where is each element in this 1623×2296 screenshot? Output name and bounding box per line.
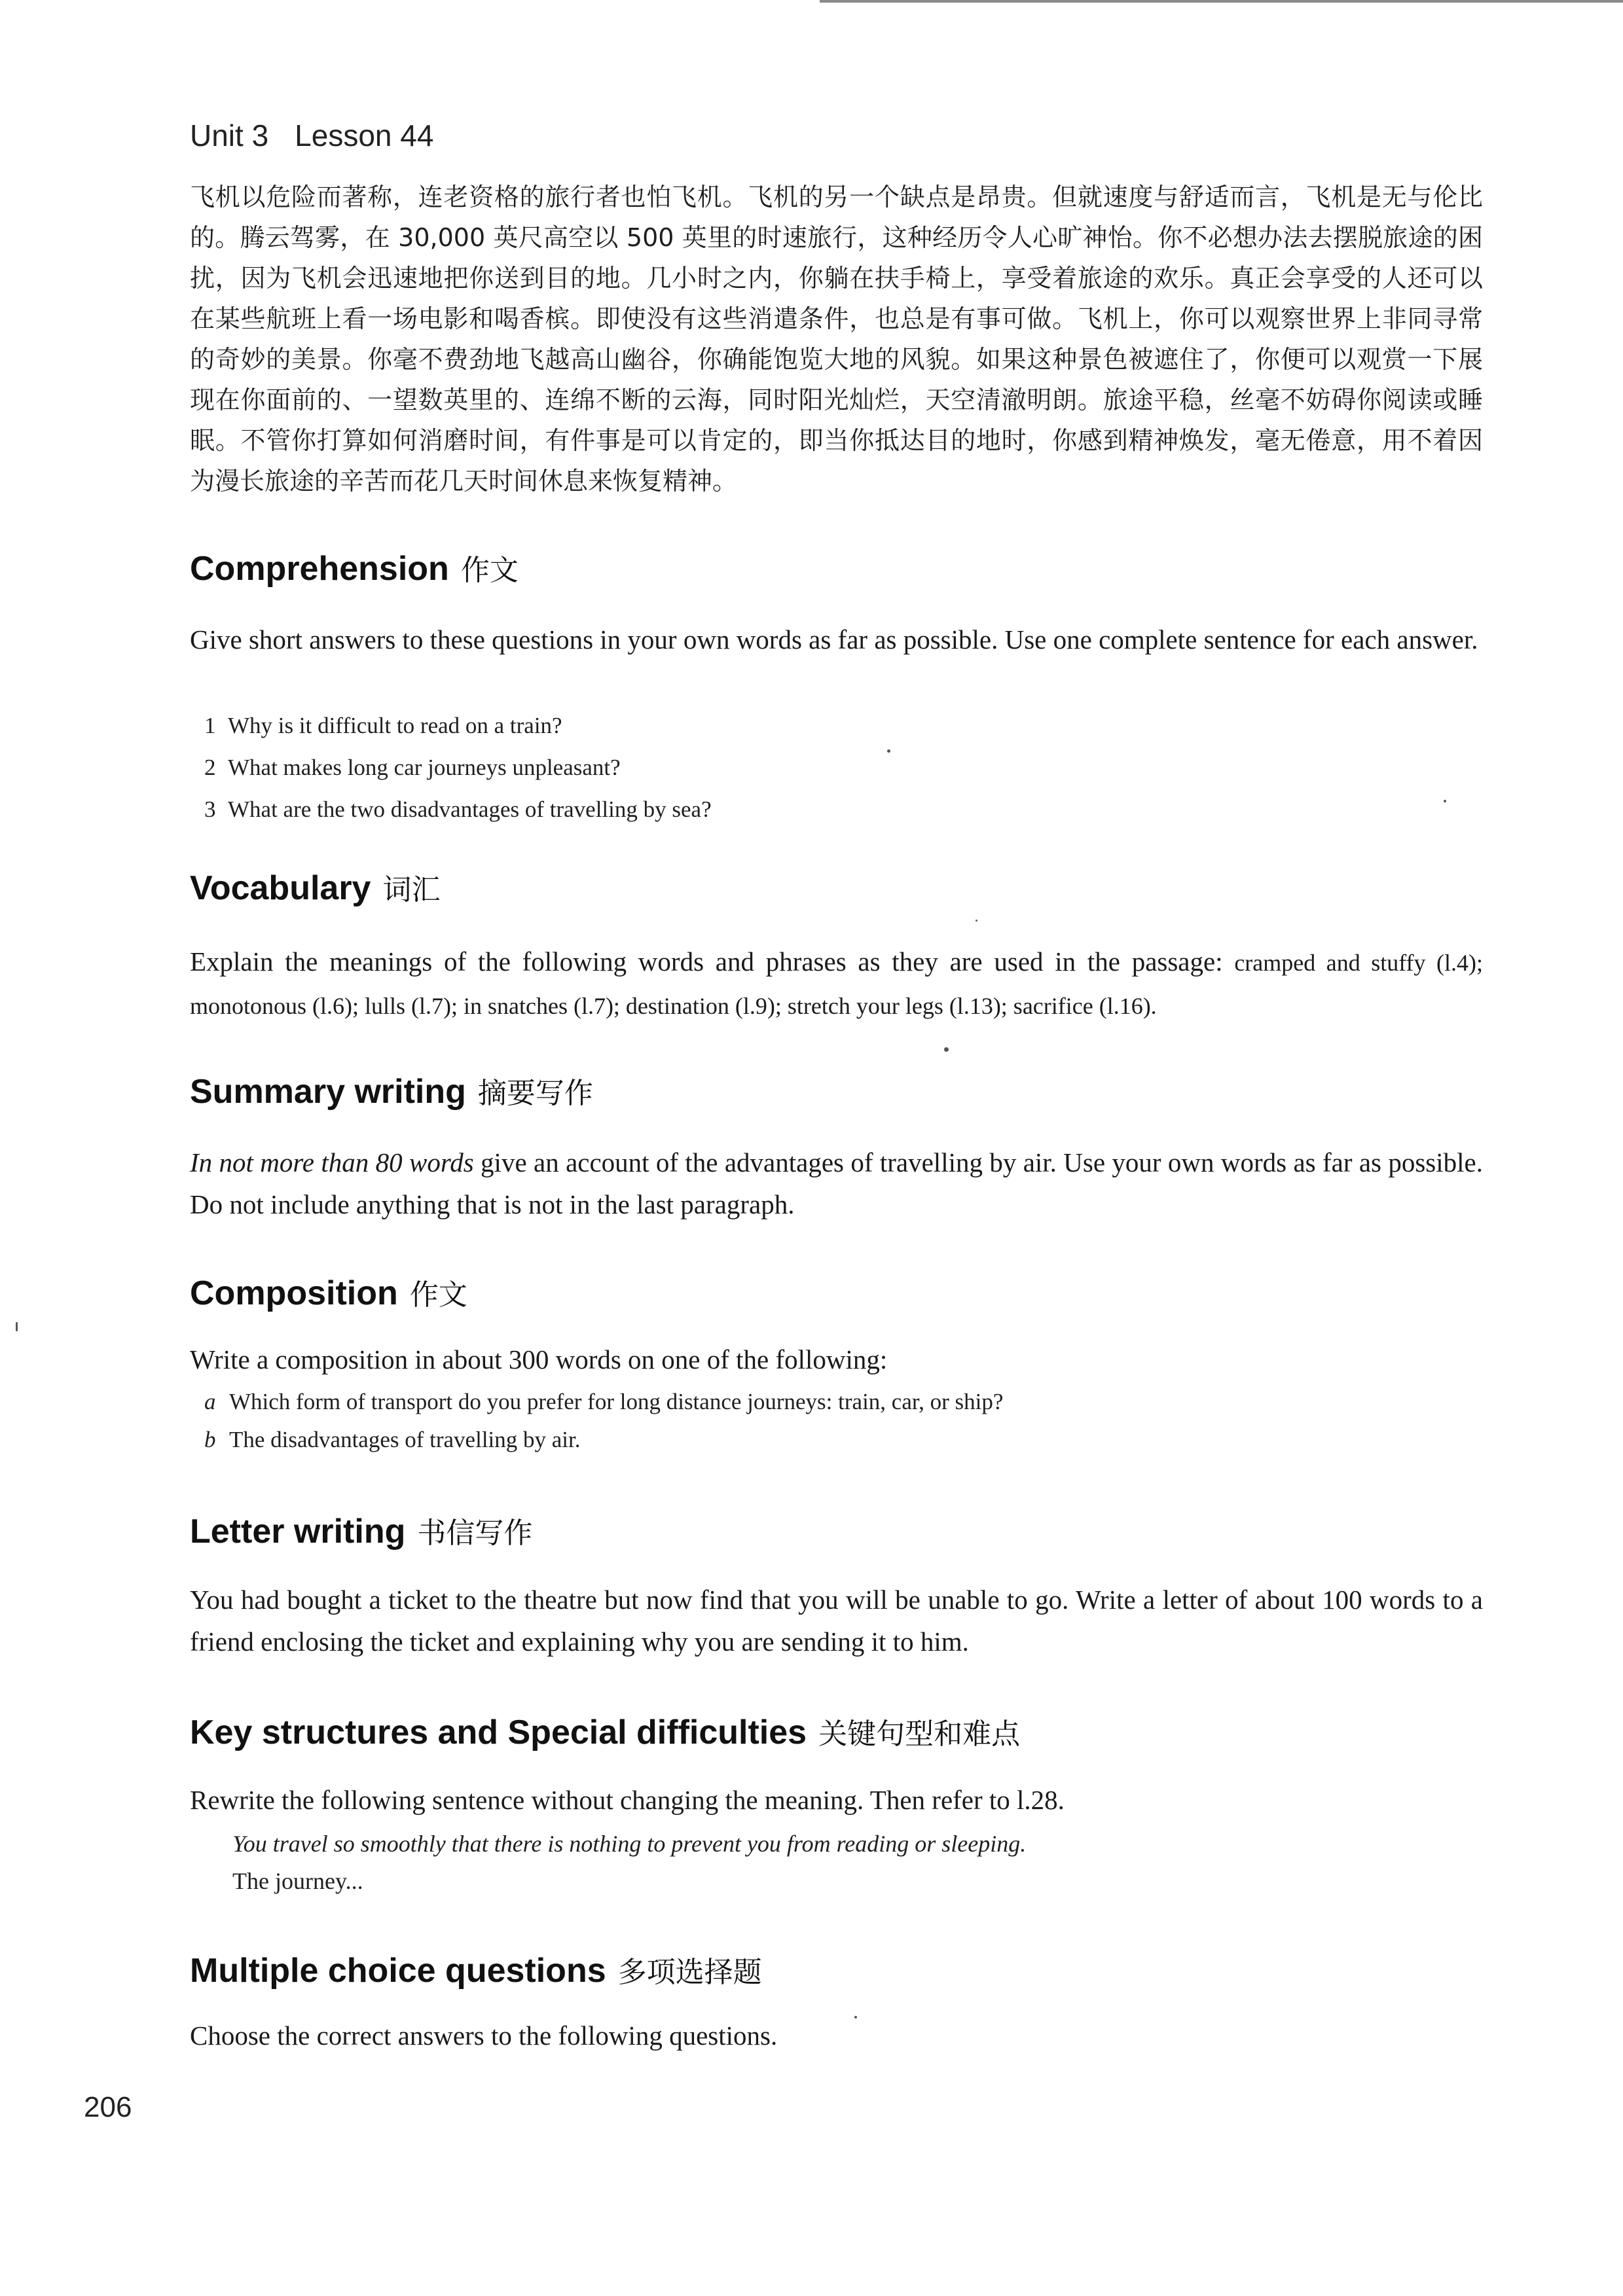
scan-speck [887,749,890,753]
summary-instruction [190,1141,1483,1225]
question-text: What makes long car journeys unpleasant? [228,755,621,780]
unit-lesson-header [190,118,433,153]
letter-title-zh: 书信写作 [417,1516,533,1550]
comprehension-heading [190,547,519,588]
letter-heading [190,1509,532,1551]
summary-heading [190,1069,593,1111]
option-text: Which form of transport do you prefer for long distance journeys: train, car, or ship? [229,1389,1004,1414]
question-number: 2 [204,755,216,780]
scan-speck [854,2016,857,2018]
question-number: 3 [204,797,216,822]
composition-title: Composition [190,1274,398,1312]
question-number: 1 [204,713,216,738]
composition-instruction: Write a composition in about 300 words on one of the following: [190,1344,888,1374]
lesson-label: Lesson 44 [295,118,434,152]
comprehension-title: Comprehension [190,550,449,588]
summary-title: Summary writing [190,1073,466,1111]
composition-title-zh: 作文 [409,1278,467,1312]
list-item [204,789,1481,831]
question-text: What are the two disadvantages of travelling by sea? [228,797,712,822]
vocabulary-terms: cramped and stuffy (l.4); monotonous (l.6); lulls (l.7); in snatches (l.7); destination (l.9); stretch your legs (l.13); sacrifice (l.16). [190,950,1483,1019]
list-item [204,1383,1481,1421]
option-letter: a [204,1389,216,1414]
summary-word-limit: In not more than 80 words [190,1147,474,1177]
list-item [204,1421,1481,1459]
scan-speck [1444,800,1446,802]
comprehension-questions [204,705,1481,831]
summary-title-zh: 摘要写作 [477,1077,593,1110]
multiple-choice-title-zh: 多项选择题 [617,1956,762,1989]
key-structures-heading [190,1710,1020,1752]
scan-speck [976,920,977,922]
list-item [204,747,1481,789]
option-letter: b [204,1427,216,1452]
summary-instruction-rest: give an account of the advantages of travelling by air. Use your own words as far as possible. Do not include anything that is not in the last paragraph. [190,1147,1483,1219]
key-structures-instruction: Rewrite the following sentence without changing the meaning. Then refer to l.28. [190,1785,1065,1815]
vocabulary-text [190,941,1483,1027]
option-text: The disadvantages of travelling by air. [229,1427,581,1452]
multiple-choice-heading [190,1948,762,1990]
key-structures-prompt: The journey... [232,1868,363,1894]
vocabulary-title: Vocabulary [190,869,371,907]
letter-instruction: You had bought a ticket to the theatre but now find that you will be unable to go. Write a letter of about 100 words to a friend enclosing the ticket and explaining why you are sending it to him. [190,1585,1483,1657]
page-number: 206 [84,2091,132,2123]
question-text: Why is it difficult to read on a train? [228,713,562,738]
vocabulary-heading [190,866,440,908]
key-structures-title-zh: 关键句型和难点 [818,1717,1021,1751]
composition-options [204,1383,1481,1459]
top-rule [820,0,1623,3]
comprehension-instruction: Give short answers to these questions in your own words as far as possible. Use one complete sentence for each answer. [190,624,1478,655]
composition-heading [190,1271,467,1313]
multiple-choice-title: Multiple choice questions [190,1952,606,1990]
multiple-choice-instruction: Choose the correct answers to the following questions. [190,2020,778,2051]
vocabulary-title-zh: 词汇 [382,873,441,906]
letter-title: Letter writing [190,1513,406,1551]
unit-label: Unit 3 [190,118,269,152]
comprehension-title-zh: 作文 [460,554,519,587]
chinese-translation-paragraph: 飞机以危险而著称，连老资格的旅行者也怕飞机。飞机的另一个缺点是昂贵。但就速度与舒适而言，飞机是无与伦比的。腾云驾雾，在 30,000 英尺高空以 500 英里的时速旅行，这种经历令人心旷神怡。你不必想办法去摆脱旅途的困扰，因为飞机会迅速地把你送到目的地。几小时之内，你躺在扶手椅上，享受着旅途的欢乐。真正会享受的人还可以在某些航班上看一场电影和喝香槟。即使没有这些消遣条件，也总是有事可做。飞机上，你可以观察世界上非同寻常的奇妙的美景。你毫不费劲地飞越高山幽谷，你确能饱览大地的风貌。如果这种景色被遮住了，你便可以观赏一下展现在你面前的、一望数英里的、连绵不断的云海，同时阳光灿烂，天空清澈明朗。旅途平稳，丝毫不妨碍你阅读或睡眠。不管你打算如何消磨时间，有件事是可以肯定的，即当你抵达目的地时，你感到精神焕发，毫无倦意，用不着因为漫长旅途的辛苦而花几天时间休息来恢复精神。 [190,183,1483,495]
scan-speck [944,1047,949,1052]
list-item [204,705,1481,747]
scan-speck [16,1322,18,1331]
key-structures-title: Key structures and Special difficulties [190,1713,807,1751]
key-structures-example: You travel so smoothly that there is nothing to prevent you from reading or sleeping. [232,1831,1027,1857]
vocabulary-instruction: Explain the meanings of the following words and phrases as they are used in the passage: [190,946,1235,977]
